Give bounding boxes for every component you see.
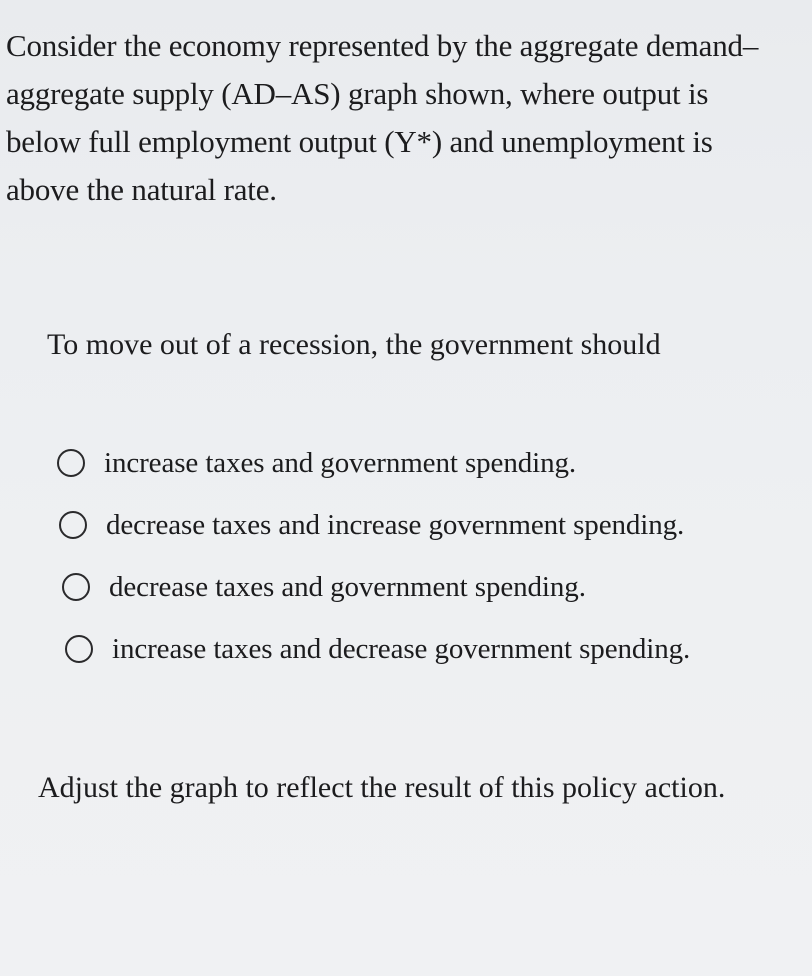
intro-line: aggregate supply (AD–AS) graph shown, where output is xyxy=(6,76,709,111)
answer-option-label: decrease taxes and government spending. xyxy=(109,570,586,603)
radio-button[interactable] xyxy=(57,449,85,477)
answer-option-label: decrease taxes and increase government spending. xyxy=(106,508,685,541)
answer-option-4[interactable] xyxy=(65,618,690,680)
answer-option-2[interactable] xyxy=(59,494,690,556)
intro-line: above the natural rate. xyxy=(6,172,277,207)
radio-button[interactable] xyxy=(62,573,90,601)
graph-instruction: Adjust the graph to reflect the result of this policy action. xyxy=(38,771,726,804)
intro-line: Consider the economy represented by the aggregate demand– xyxy=(6,28,759,63)
intro-line: below full employment output (Y*) and unemployment is xyxy=(6,124,713,159)
answer-option-label: increase taxes and government spending. xyxy=(104,446,577,479)
answer-option-1[interactable] xyxy=(57,432,690,494)
answer-option-3[interactable] xyxy=(62,556,690,618)
question-prompt: To move out of a recession, the government should xyxy=(47,328,661,361)
question-intro-text xyxy=(6,22,806,214)
answer-options xyxy=(57,432,690,680)
answer-option-label: increase taxes and decrease government spending. xyxy=(112,632,691,665)
radio-button[interactable] xyxy=(65,635,93,663)
radio-button[interactable] xyxy=(59,511,87,539)
